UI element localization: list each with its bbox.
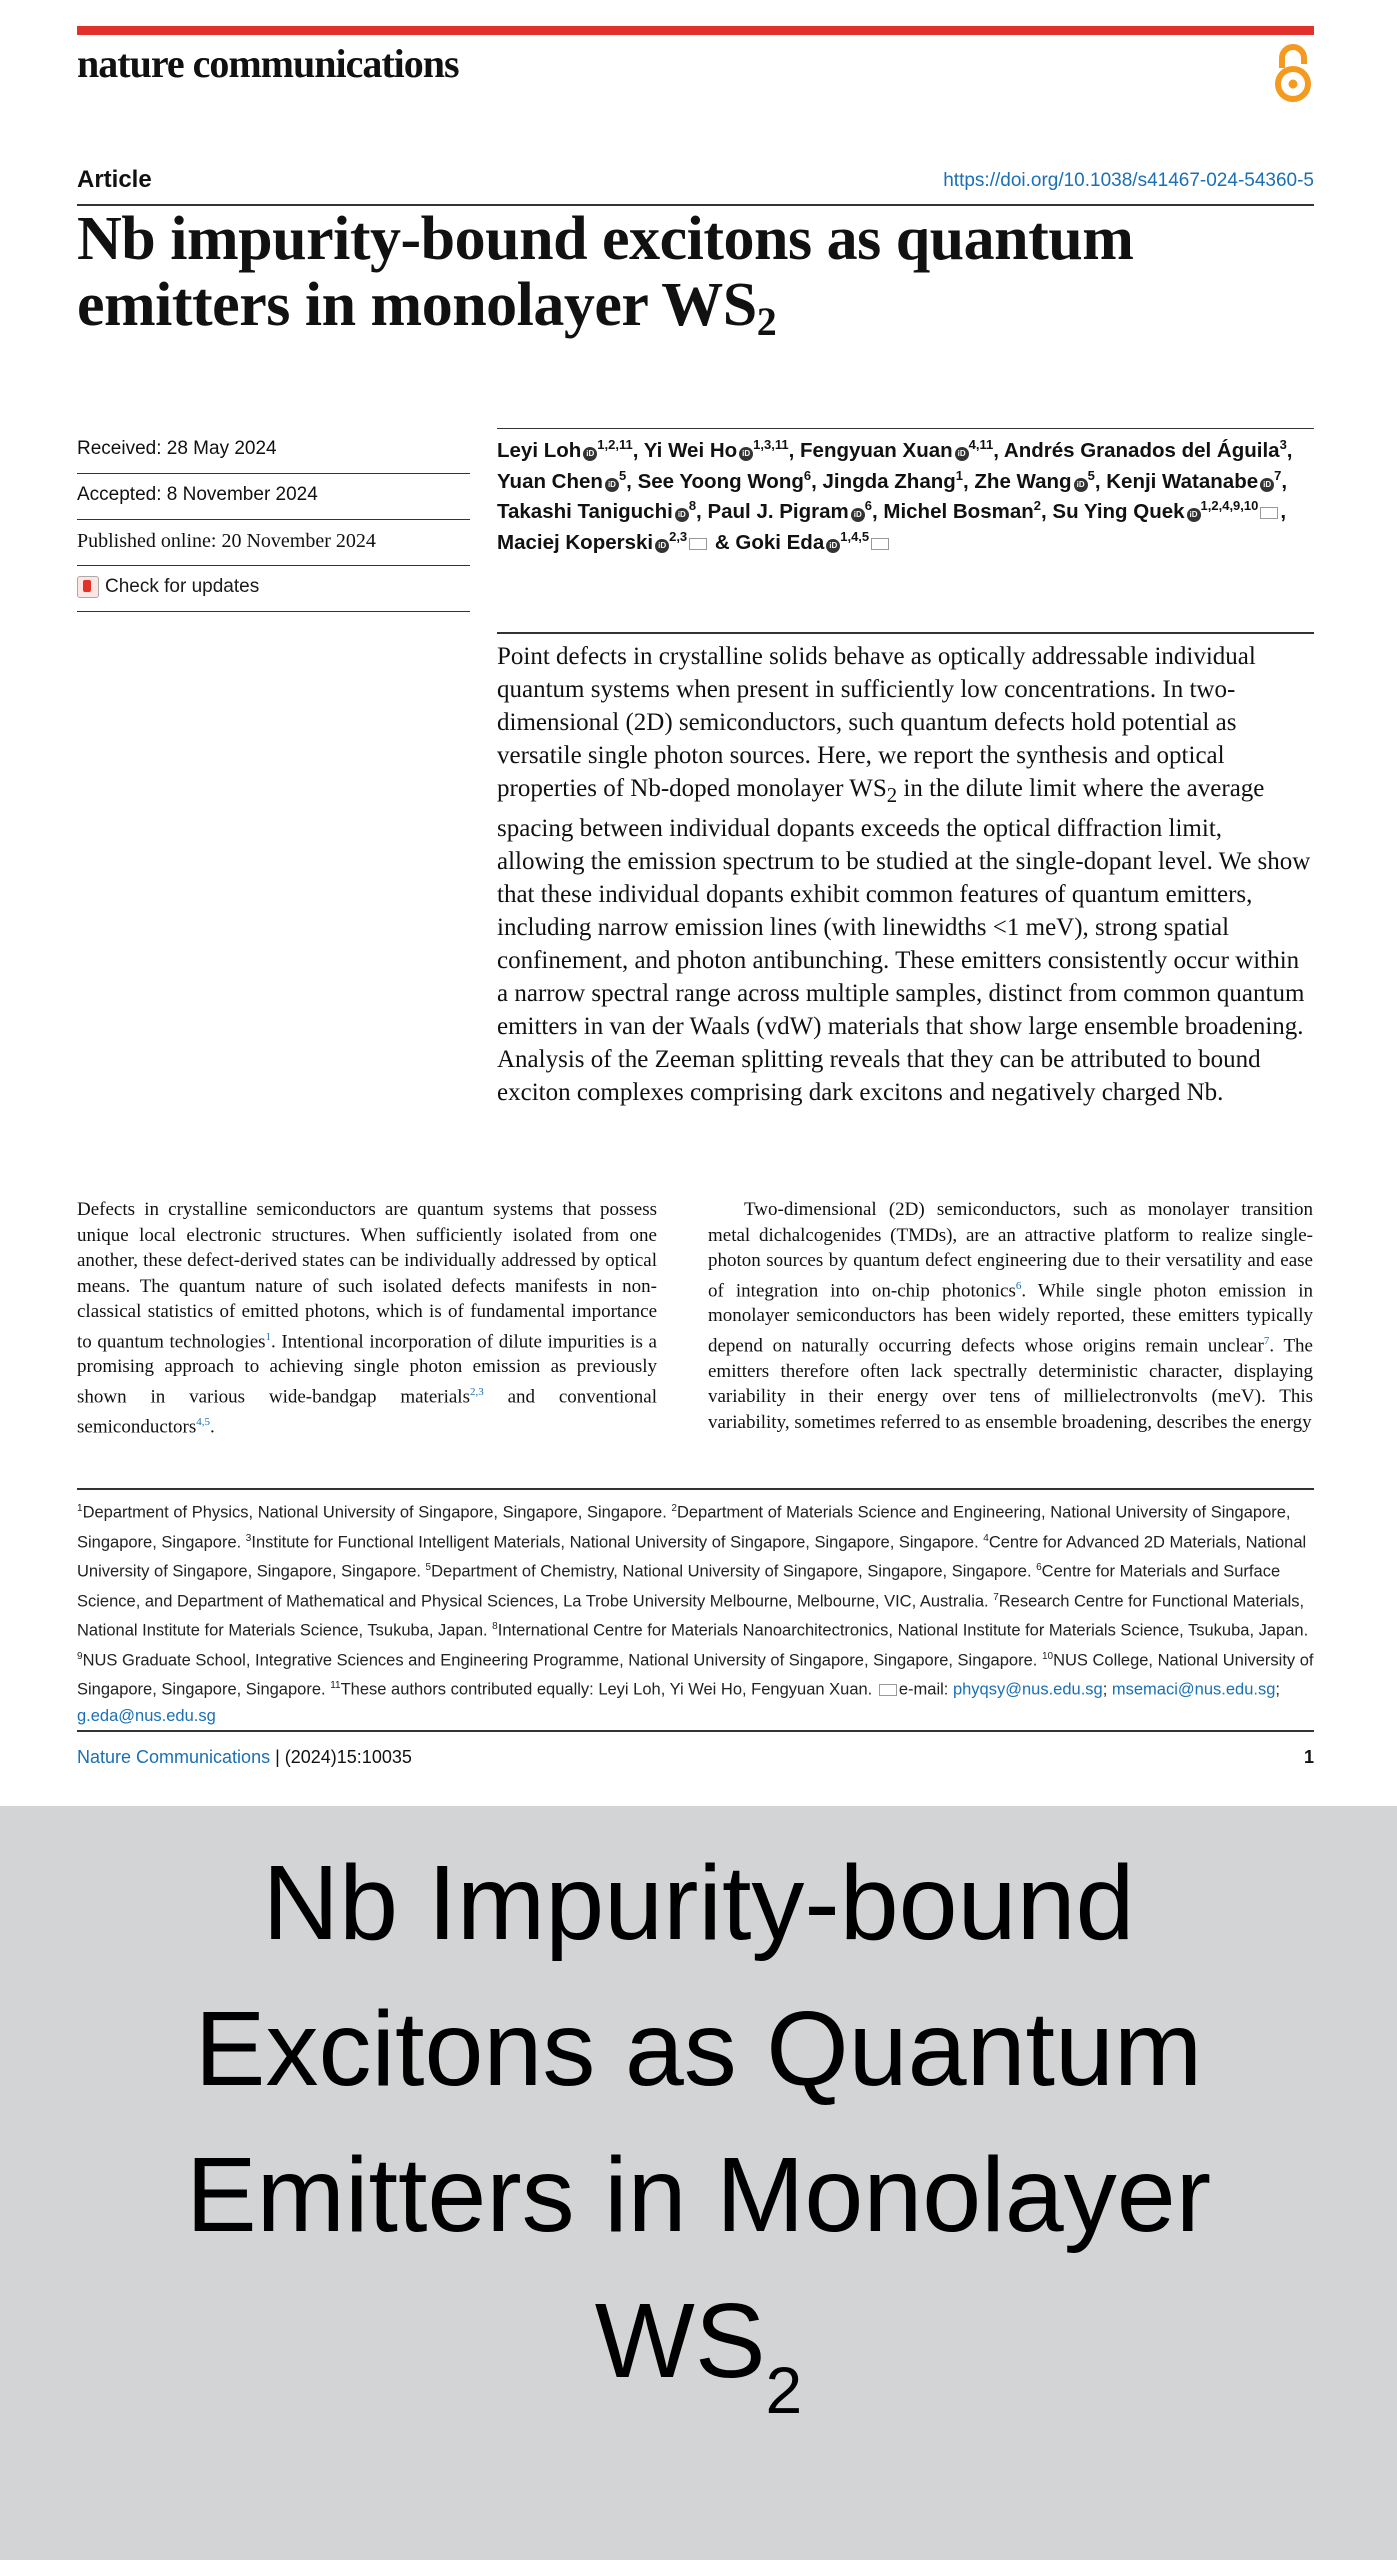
caption-line: Nb Impurity-bound	[262, 1844, 1135, 1962]
reference-link[interactable]: 4,5	[196, 1415, 211, 1428]
author-entry	[644, 439, 800, 462]
author-entry	[497, 500, 707, 523]
author-entry	[707, 500, 883, 523]
author-separator: ,	[1286, 438, 1293, 462]
affiliation-text: International Centre for Materials Nanoarchitectronics, National Institute for Materials Science, Tsukuba, Japan.	[497, 1621, 1309, 1640]
orcid-icon[interactable]: iD	[955, 447, 969, 461]
author-entry	[735, 531, 891, 554]
affiliation-text: NUS College, National University of Singapore, Singapore, Singapore.	[77, 1651, 1314, 1699]
author-separator: ,	[788, 438, 801, 462]
author-separator: &	[709, 531, 736, 555]
email-icon[interactable]	[689, 538, 707, 550]
caption-line	[0, 2268, 1397, 2463]
abstract-text-part1: Point defects in crystalline solids behave as optically addressable individual quantum systems when present in sufficiently low concentrations. In two-dimensional (2D) semiconductors, such quantum defects hold potential as versatile single photon sources. Here, we report the synthesis and optical properties of Nb-doped monolayer WS	[497, 643, 1256, 802]
accepted-date: Accepted: 8 November 2024	[77, 474, 470, 520]
body-column-right	[708, 1197, 1313, 1435]
author-name[interactable]: Jingda Zhang	[822, 469, 956, 493]
orcid-icon[interactable]: iD	[675, 508, 689, 522]
check-updates-icon	[77, 576, 99, 598]
published-date: Published online: 20 November 2024	[77, 520, 470, 566]
body-text: .	[210, 1415, 215, 1437]
caption-line: Excitons as Quantum	[194, 1990, 1203, 2108]
author-affiliation-numbers: 1,2,4,9,10	[1200, 498, 1259, 514]
author-name[interactable]: Paul J. Pigram	[707, 500, 849, 524]
orcid-icon[interactable]: iD	[1074, 478, 1088, 492]
author-separator: ,	[1040, 500, 1053, 524]
author-separator: ,	[1094, 469, 1107, 493]
abstract-subscript: 2	[886, 783, 898, 807]
journal-accent-bar	[77, 26, 1314, 35]
author-name[interactable]: Su Ying Quek	[1052, 500, 1185, 524]
author-name[interactable]: Michel Bosman	[883, 500, 1034, 524]
author-name[interactable]: Fengyuan Xuan	[800, 438, 953, 462]
author-affiliation-numbers: 1,2,11	[597, 437, 633, 452]
author-separator: ,	[963, 469, 975, 493]
author-affiliation-numbers: 7	[1274, 467, 1282, 483]
affiliation-text: Department of Chemistry, National University of Singapore, Singapore, Singapore.	[431, 1562, 1037, 1581]
author-name[interactable]: Andrés Granados del Águila	[1003, 438, 1280, 462]
caption-line-text: WS	[594, 2282, 766, 2400]
title-subscript: 2	[756, 299, 777, 344]
author-affiliation-numbers: 5	[618, 467, 627, 483]
author-entry	[497, 439, 644, 462]
author-list	[497, 432, 1317, 555]
email-separator: ;	[1102, 1680, 1112, 1699]
body-column-left	[77, 1197, 657, 1439]
author-entry	[1052, 500, 1286, 523]
affiliation-number: 9	[77, 1650, 83, 1662]
author-name[interactable]: Goki Eda	[735, 531, 825, 555]
author-entry	[974, 467, 1107, 493]
reference-link[interactable]: 6	[1015, 1279, 1022, 1292]
affiliation-text: NUS Graduate School, Integrative Sciences and Engineering Programme, National University of Singapore, Singapore, Singapore.	[82, 1651, 1042, 1669]
abstract-text-part2: in the dilute limit where the average spacing between individual dopants exceeds the optical diffraction limit, allowing the emission spectrum to be studied at the single-dopant level. We show that these individual dopants exhibit common features of quantum emitters, including narrow emission lines (with linewidths <1 meV), strong spatial confinement, and photon antibunching. These emitters consistently occur within a narrow spectral range across multiple samples, distinct from common quantum emitters in van der Waals (vdW) materials that show large ensemble broadening. Analysis of the Zeeman splitting reveals that they can be attributed to bound exciton complexes comprising dark excitons and negatively charged Nb.	[497, 775, 1311, 1106]
email-icon[interactable]	[871, 538, 889, 550]
author-name[interactable]: Takashi Taniguchi	[497, 500, 673, 524]
authors-divider	[497, 428, 1314, 429]
article-title-text: Nb impurity-bound excitons as quantum emitters in monolayer WS	[77, 205, 1134, 339]
author-name[interactable]: Zhe Wang	[974, 469, 1072, 493]
open-access-icon[interactable]	[1272, 42, 1314, 104]
author-entry	[800, 439, 1004, 462]
email-separator: ;	[1275, 1680, 1280, 1699]
affiliation-number: 4	[983, 1532, 989, 1544]
journal-name[interactable]: nature communications	[77, 41, 459, 86]
orcid-icon[interactable]: iD	[826, 539, 840, 553]
received-date: Received: 28 May 2024	[77, 428, 470, 474]
author-entry	[637, 467, 823, 493]
orcid-icon[interactable]: iD	[583, 447, 597, 461]
email-link[interactable]: phyqsy@nus.edu.sg	[952, 1680, 1103, 1699]
body-text: Defects in crystalline semiconductors are quantum systems that possess unique local electronic structures. When sufficiently isolated from one another, these defect-derived states can be individually addressed by optical means. The quantum nature of such isolated defects manifests in non-classical statistics of emitted photons, which is of fundamental importance to quantum technologies	[77, 1199, 657, 1352]
orcid-icon[interactable]: iD	[851, 508, 865, 522]
abstract	[497, 640, 1315, 1109]
doi-link[interactable]: https://doi.org/10.1038/s41467-024-54360-5	[943, 170, 1314, 191]
affiliation-text: Institute for Functional Intelligent Materials, National University of Singapore, Singapore, Singapore.	[251, 1533, 984, 1551]
article-dates	[77, 428, 470, 612]
author-separator: ,	[1280, 500, 1287, 524]
affiliation-number: 11	[330, 1680, 341, 1691]
footer-citation	[77, 1747, 412, 1768]
affiliation-number: 3	[245, 1532, 252, 1544]
affiliation-text: Department of Physics, National University of Singapore, Singapore, Singapore.	[82, 1503, 672, 1522]
email-icon[interactable]	[1260, 507, 1278, 519]
author-affiliation-numbers: 1,4,5	[840, 529, 870, 545]
affiliation-number: 1	[77, 1503, 83, 1514]
author-separator: ,	[632, 438, 644, 462]
author-name[interactable]: Kenji Watanabe	[1106, 469, 1259, 493]
affiliation-text: These authors contributed equally: Leyi Loh, Yi Wei Ho, Fengyuan Xuan.	[340, 1680, 877, 1699]
author-affiliation-numbers: 4,11	[968, 437, 994, 452]
affiliation-number: 2	[671, 1503, 677, 1514]
author-separator: ,	[811, 469, 823, 493]
check-updates-button[interactable]	[77, 566, 470, 612]
body-text: . Intentional incorporation of dilute impurities is a promising approach to achieving single photon emission as previously shown in various wide-bandgap materials	[77, 1330, 657, 1408]
check-updates-label: Check for updates	[105, 576, 260, 597]
email-label: e-mail:	[898, 1680, 953, 1699]
author-separator: ,	[993, 438, 1004, 462]
author-name[interactable]: Leyi Loh	[497, 438, 582, 462]
reference-link[interactable]: 1	[265, 1330, 272, 1343]
journal-footer-link[interactable]: Nature Communications	[77, 1747, 271, 1767]
email-link[interactable]: g.eda@nus.edu.sg	[77, 1706, 216, 1725]
caption-title	[0, 1830, 1397, 2463]
author-separator: ,	[626, 469, 638, 493]
author-affiliation-numbers: 2	[1033, 498, 1041, 514]
author-affiliation-numbers: 1,3,11	[753, 437, 789, 452]
caption-line: Emitters in Monolayer	[185, 2136, 1211, 2254]
affiliations	[77, 1496, 1314, 1729]
affiliation-text: Centre for Materials and Surface Science, and Department of Mathematical and Physical Sciences, La Trobe University Melbourne, Melbourne, VIC, Australia.	[77, 1562, 1281, 1610]
abstract-divider	[497, 632, 1314, 634]
author-affiliation-numbers: 8	[688, 498, 697, 514]
author-affiliation-numbers: 5	[1087, 467, 1095, 483]
orcid-icon[interactable]: iD	[739, 447, 753, 461]
affiliation-number: 8	[492, 1621, 498, 1632]
author-affiliation-numbers: 3	[1279, 437, 1287, 452]
affiliation-number: 10	[1041, 1650, 1054, 1662]
caption-subscript: 2	[765, 2353, 803, 2427]
orcid-icon[interactable]: iD	[605, 478, 619, 492]
author-name[interactable]: Yuan Chen	[497, 469, 603, 493]
body-text: . While single photon emission in monolayer semiconductors has been widely reported, these emitters typically depend on naturally occurring defects whose origins remain unclear	[708, 1279, 1313, 1357]
author-entry	[497, 531, 735, 554]
affiliation-text: Centre for Advanced 2D Materials, National University of Singapore, Singapore, Singapore.	[77, 1533, 1307, 1581]
author-name[interactable]: Yi Wei Ho	[643, 438, 738, 462]
affiliation-text: Research Centre for Functional Materials, National Institute for Materials Science, Tsukuba, Japan.	[77, 1592, 1305, 1640]
author-entry	[822, 467, 975, 493]
page-number: 1	[1303, 1747, 1314, 1767]
author-separator: ,	[871, 500, 884, 524]
author-entry	[883, 500, 1052, 523]
author-entry	[497, 467, 638, 493]
footer-divider	[77, 1730, 1314, 1732]
author-name[interactable]: Maciej Koperski	[497, 531, 654, 555]
email-icon	[879, 1684, 897, 1696]
author-entry	[1004, 439, 1293, 462]
body-text: and conventional semiconductors	[77, 1386, 657, 1437]
email-link[interactable]: msemaci@nus.edu.sg	[1111, 1680, 1276, 1699]
citation-text: | (2024)15:10035	[270, 1747, 412, 1767]
author-separator: ,	[696, 500, 708, 524]
affiliation-number: 7	[993, 1591, 999, 1603]
affiliations-divider	[77, 1488, 1314, 1490]
article-type-label: Article	[77, 166, 152, 193]
orcid-icon[interactable]: iD	[1187, 508, 1201, 522]
author-name[interactable]: See Yoong Wong	[637, 469, 804, 493]
orcid-icon[interactable]: iD	[655, 539, 669, 553]
article-title	[77, 206, 1317, 355]
reference-link[interactable]: 7	[1263, 1334, 1270, 1347]
affiliation-number: 6	[1036, 1562, 1042, 1573]
author-separator: ,	[1281, 469, 1288, 493]
affiliation-number: 5	[425, 1562, 432, 1573]
author-entry	[1106, 467, 1288, 493]
body-text: . The emitters therefore often lack spectrally deterministic character, displaying variability in their energy over tens of millielectronvolts (meV). This variability, sometimes referred to as ensemble broadening, describes the energy	[708, 1335, 1313, 1433]
author-affiliation-numbers: 6	[803, 467, 812, 483]
body-text: Two-dimensional (2D) semiconductors, such as monolayer transition metal dichalcogenides (TMDs), are an attractive platform to realize single-photon sources by quantum defect engineering due to their versatility and ease of integration into on-chip photonics	[708, 1199, 1313, 1301]
orcid-icon[interactable]: iD	[1260, 478, 1274, 492]
author-affiliation-numbers: 2,3	[669, 529, 688, 545]
author-affiliation-numbers: 6	[864, 498, 872, 514]
reference-link[interactable]: 2,3	[469, 1385, 484, 1398]
author-affiliation-numbers: 1	[955, 467, 963, 483]
affiliation-text: Department of Materials Science and Engineering, National University of Singapore, Singapore, Singapore.	[77, 1503, 1291, 1551]
